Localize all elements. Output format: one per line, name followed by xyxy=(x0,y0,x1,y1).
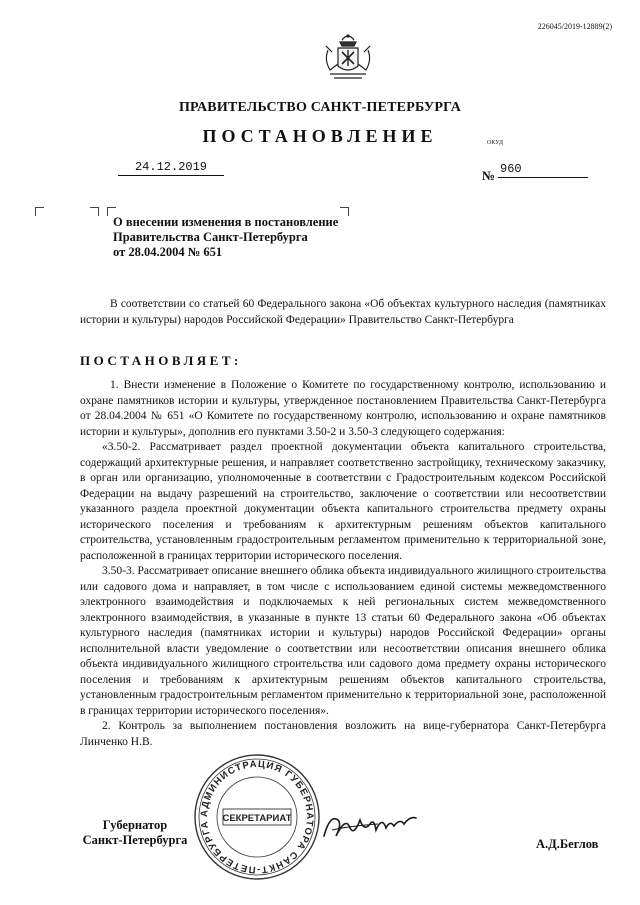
government-name: ПРАВИТЕЛЬСТВО САНКТ-ПЕТЕРБУРГА xyxy=(178,100,462,115)
preamble-text: В соответствии со статьей 60 Федерального закона «Об объектах культурного наследия (памятниках истории и культуры) народов Российской Федерации» Правительство Санкт-Петербурга xyxy=(80,298,606,326)
paragraph-1: 1. Внести изменение в Положение о Комитете по государственному контролю, использованию и охране памятников истории и культуры, утвержденное постановлением Правительства Санкт-Петербурга от 28.04.2004 № 651 «О Комитете по государственному контролю, использованию и охране памятников истории и культуры», дополнив его пунктами 3.50-2 и 3.50-3 следующего содержания: xyxy=(80,379,606,438)
paragraph-3-50-2: «3.50-2. Рассматривает раздел проектной документации объекта капитального строительства, содержащий архитектурные решения, и направляет соответственно застройщику, техническому заказчику, в орган или организацию, уполномоченные в соответствии с Градостроительным кодексом Российской Федерации на выдачу разрешений на строительство, заключение о соответствии или несоответствии указанного раздела проектной документации объекта капитального строительства предмету охраны исторического поселения и требованиям к архитектурным решениям объектов капитального строительства, установленным градостроительным регламентом применительно к территориальной зоне, расположенной в границах территории исторического поселения. xyxy=(80,441,606,562)
preamble xyxy=(80,297,606,328)
signatory-name: А.Д.Беглов xyxy=(536,837,599,851)
official-stamp-icon xyxy=(192,752,322,882)
corner-mark xyxy=(90,207,99,216)
number-sign: № xyxy=(482,168,496,183)
decree-heading: ПОСТАНОВЛЯЕТ: xyxy=(80,353,242,368)
okud-label: ОКУД xyxy=(487,140,503,146)
subject-line: Правительства Санкт-Петербурга xyxy=(113,230,308,244)
subject-line: от 28.04.2004 № 651 xyxy=(113,245,223,259)
corner-mark xyxy=(35,207,44,216)
signatory-title-line: Губернатор xyxy=(102,818,168,832)
handwritten-signature-icon xyxy=(320,806,420,846)
subject-line: О внесении изменения в постановление xyxy=(113,215,339,229)
document-registration-number: 226045/2019-12889(2) xyxy=(537,22,612,31)
stamp-outer-text: АДМИНИСТРАЦИЯ ГУБЕРНАТОРА САНКТ-ПЕТЕРБУРГА xyxy=(198,758,316,876)
document-subject xyxy=(113,215,338,260)
paragraph-2: 2. Контроль за выполнением постановления возложить на вице-губернатора Санкт-Петербурга Линченко Н.В. xyxy=(80,720,606,748)
document-body xyxy=(80,378,606,750)
signatory-title-line: Санкт-Петербурга xyxy=(82,833,188,847)
document-date: 24.12.2019 xyxy=(118,160,224,176)
document-type-title: ПОСТАНОВЛЕНИЕ xyxy=(202,126,438,146)
document-number: 960 xyxy=(498,162,588,178)
signatory-title xyxy=(80,818,190,848)
paragraph-3-50-3: 3.50-3. Рассматривает описание внешнего облика объекта индивидуального жилищного строительства или садового дома и направляет, в том числе с использованием единой системы межведомственного электронного взаимодействия и подключаемых к ней региональных систем межведомственного электронного взаимодействия, в указанные в пункте 13 статьи 60 Федерального закона «Об объектах культурного наследия (памятниках истории и культуры) народов Российской Федерации» органы исполнительной власти уведомление о соответствии или несоответствии описания внешнего облика объекта индивидуального жилищного строительства или садового дома предмету охраны исторического поселения и требованиям к архитектурным решениям объектов капитального строительства, установленным градостроительным регламентом применительно к территориальной зоне, расположенной в границах территории исторического поселения». xyxy=(80,565,606,717)
corner-mark xyxy=(340,207,349,216)
st-petersburg-coat-of-arms-icon xyxy=(320,30,376,90)
stamp-center-text: СЕКРЕТАРИАТ xyxy=(222,813,292,824)
